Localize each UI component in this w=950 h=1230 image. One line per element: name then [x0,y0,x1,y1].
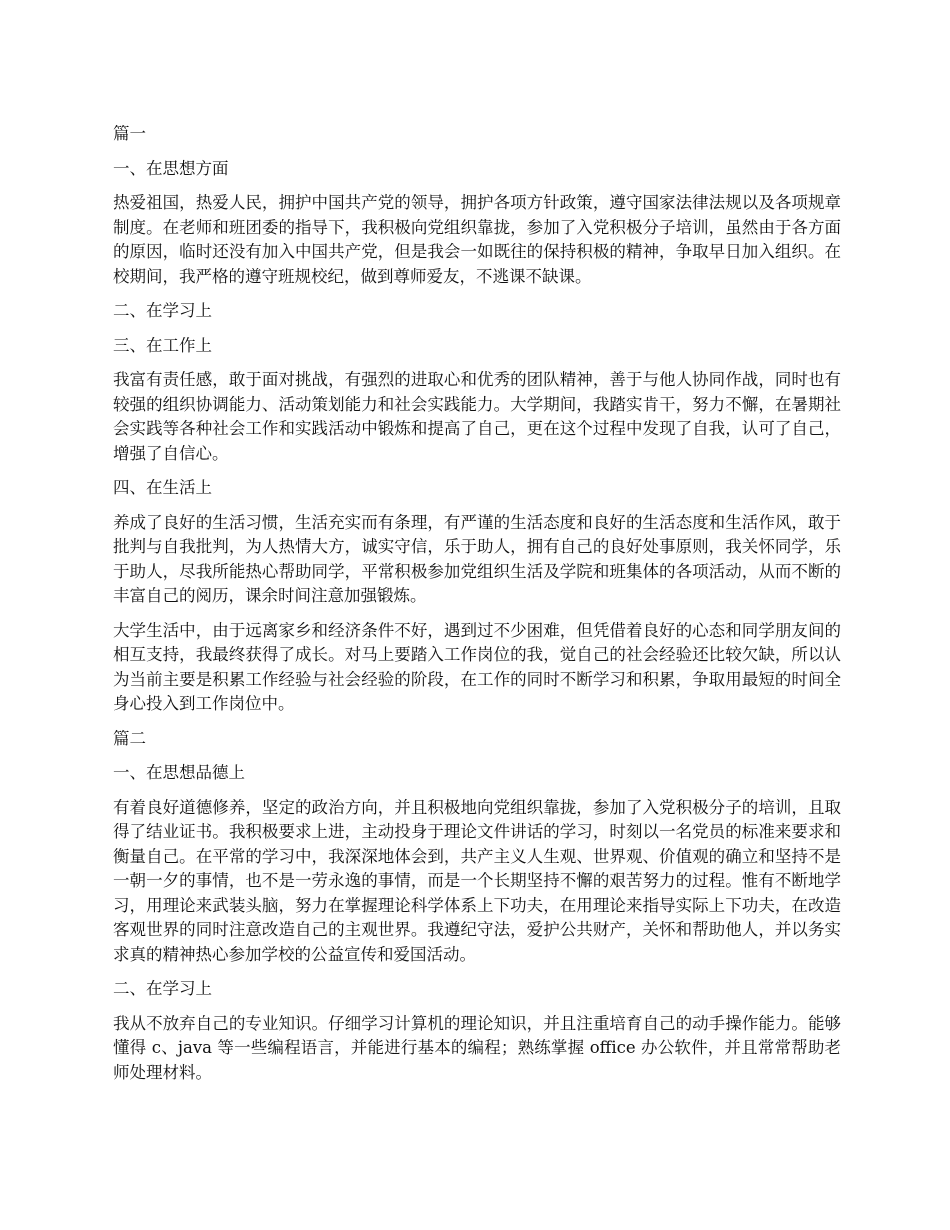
heading-life: 四、在生活上 [113,478,212,497]
heading-moral: 一、在思想品德上 [113,763,245,782]
paragraph-work: 我富有责任感，敢于面对挑战，有强烈的进取心和优秀的团队精神，善于与他人协同作战，同时也有较强的组织协调能力、活动策划能力和社会实践能力。大学期间，我踏实肯干，努力不懈，在暑期社会实践等各种社会工作和实践活动中锻炼和提高了自己，更在这个过程中发现了自我，认可了自己，增强了自信心。 [113,370,841,463]
section-title-part1: 篇一 [113,124,146,143]
paragraph-ideology: 热爱祖国，热爱人民，拥护中国共产党的领导，拥护各项方针政策，遵守国家法律法规以及各项规章制度。在老师和班团委的指导下，我积极向党组织靠拢，参加了入党积极分子培训，虽然由于各方面的原因，临时还没有加入中国共产党，但是我会一如既往的保持积极的精神，争取早日加入组织。在校期间，我严格的遵守班规校纪，做到尊师爱友，不逃课不缺课。 [113,193,841,286]
paragraph-college-life: 大学生活中，由于远离家乡和经济条件不好，遇到过不少困难，但凭借着良好的心态和同学朋友间的相互支持，我最终获得了成长。对马上要踏入工作岗位的我，觉自己的社会经验还比较欠缺，所以认为当前主要是积累工作经验与社会经验的阶段，在工作的同时不断学习和积累，争取用最短的时间全身心投入到工作岗位中。 [113,620,841,713]
paragraph-study-2: 我从不放弃自己的专业知识。仔细学习计算机的理论知识，并且注重培育自己的动手操作能力。能够懂得 c、java 等一些编程语言，并能进行基本的编程；熟练掌握 office 办公软件，并且常常帮助老师处理材料。 [113,1013,841,1082]
heading-study-2: 二、在学习上 [113,979,212,998]
heading-ideology: 一、在思想方面 [113,158,229,178]
heading-work: 三、在工作上 [113,335,212,355]
document-body [113,122,841,1095]
section-title-part2: 篇二 [113,728,146,748]
paragraph-moral: 有着良好道德修养，坚定的政治方向，并且积极地向党组织靠拢，参加了入党积极分子的培训，且取得了结业证书。我积极要求上进，主动投身于理论文件讲话的学习，时刻以一名党员的标准来要求和衡量自己。在平常的学习中，我深深地体会到，共产主义人生观、世界观、价值观的确立和坚持不是一朝一夕的事情，也不是一劳永逸的事情，而是一个长期坚持不懈的艰苦努力的过程。惟有不断地学习，用理论来武装头脑，努力在掌握理论科学体系上下功夫，在用理论来指导实际上下功夫，在改造客观世界的同时注意改造自己的主观世界。我遵纪守法，爱护公共财产，关怀和帮助他人，并以务实求真的精神热心参加学校的公益宣传和爱国活动。 [113,797,841,964]
paragraph-life: 养成了良好的生活习惯，生活充实而有条理，有严谨的生活态度和良好的生活态度和生活作风，敢于批判与自我批判，为人热情大方，诚实守信，乐于助人，拥有自己的良好处事原则，我关怀同学，乐于助人，尽我所能热心帮助同学，平常积极参加党组织生活及学院和班集体的各项活动，从而不断的丰富自己的阅历，课余时间注意加强锻炼。 [113,512,841,605]
heading-study: 二、在学习上 [113,301,212,320]
